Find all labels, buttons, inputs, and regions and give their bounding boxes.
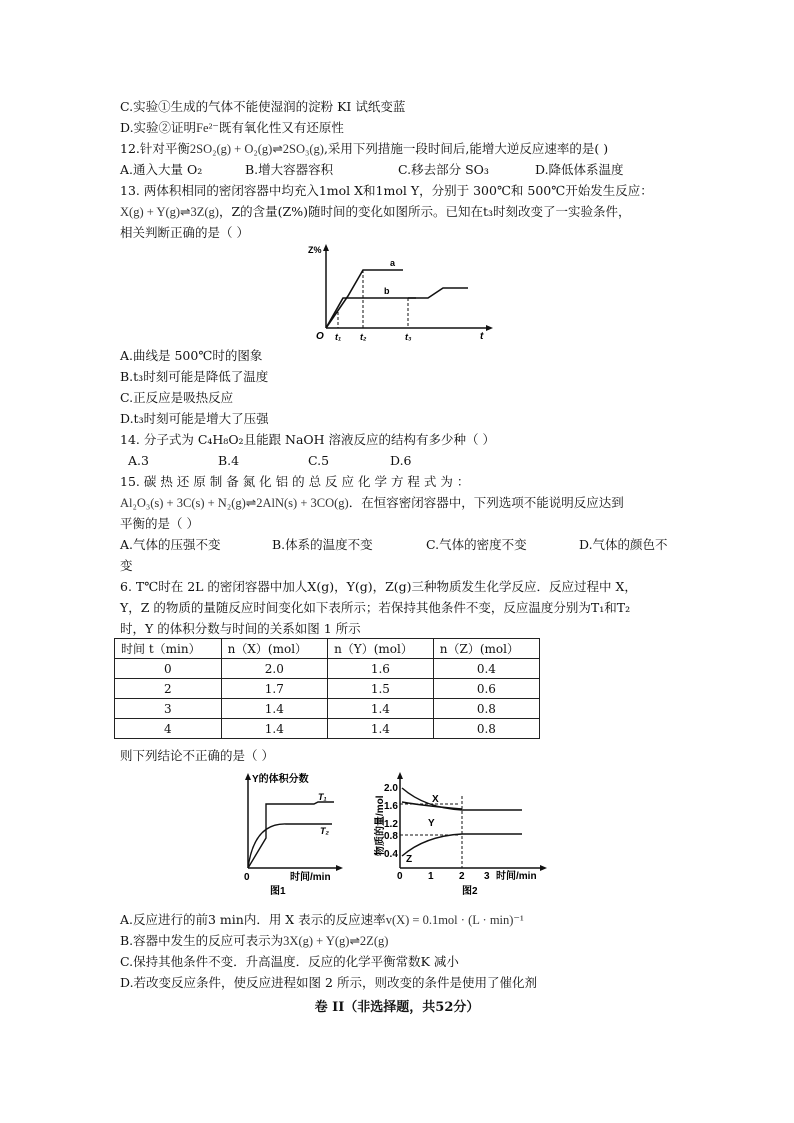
- question-15-line2-text: ．在恒容密闭容器中，下列选项不能说明反应达到: [348, 495, 624, 510]
- table-header-row: [115, 639, 540, 659]
- table-row: [115, 699, 540, 719]
- question-6-line1: 6. T℃时在 2L 的密闭容器中加人X(g)，Y(g)，Z(g)三种物质发生化学反应．反应过程中 X，: [120, 579, 637, 594]
- y-tick-0-8: 0.8: [384, 831, 398, 842]
- table-header: 时间 t（min）: [115, 639, 222, 659]
- series-x-label: X: [432, 794, 439, 805]
- y-tick-2-0: 2.0: [384, 783, 398, 794]
- origin-label: 0: [244, 872, 250, 883]
- option-14a: A.3: [128, 453, 149, 468]
- section-title: 卷 II（非选择题，共52分）: [314, 1000, 480, 1015]
- table-cell: 1.4: [221, 699, 327, 719]
- curve-a-label: a: [390, 258, 396, 268]
- table-cell: 1.4: [328, 719, 434, 739]
- figure-caption: 图2: [462, 886, 478, 897]
- x-tick-0: 0: [397, 871, 403, 882]
- x-tick-2: 2: [459, 871, 465, 882]
- option-12d: D.降低体系温度: [535, 162, 624, 177]
- table-cell: 1.5: [328, 679, 434, 699]
- question-6-line2: Y，Z 的物质的量随反应时间变化如下表所示；若保持其他条件不变，反应温度分别为T₁和T₂: [120, 600, 631, 615]
- table-cell: 1.4: [221, 719, 327, 739]
- table-row: [115, 719, 540, 739]
- y-axis-label: 物质的量/mol: [375, 795, 386, 856]
- y-axis-label: Y的体积分数: [252, 774, 309, 785]
- question-14: 14. 分子式为 C₄H₈O₂且能跟 NaOH 溶液反应的结构有多少种（ ）: [120, 432, 496, 447]
- table-cell: 0.8: [433, 699, 539, 719]
- ion-formula: Fe²⁻: [196, 121, 219, 135]
- option-6c: C.保持其他条件不变．升高温度．反应的化学平衡常数K 减小: [120, 954, 459, 969]
- equation-6: 3X(g) + Y(g)⇌2Z(g): [283, 934, 389, 948]
- figure-caption: 图1: [270, 886, 286, 897]
- option-11d-text-2: 既有氧化性又有还原性: [218, 120, 344, 135]
- option-6d: D.若改变反应条件，使反应进程如图 2 所示，则改变的条件是使用了催化剂: [120, 975, 537, 990]
- option-6a: [120, 910, 524, 930]
- option-11d: [120, 118, 344, 138]
- option-13c: C.正反应是吸热反应: [120, 390, 234, 405]
- y-tick-1-6: 1.6: [384, 801, 398, 812]
- question-13-line1: 13. 两体积相同的密闭容器中均充入1mol X和1mol Y，分别于 300℃和 500℃开始发生反应：: [120, 183, 653, 198]
- y-tick-0-4: 0.4: [384, 849, 398, 860]
- table-header: n（X）(mol）: [221, 639, 327, 659]
- x-axis-label: t: [480, 331, 484, 342]
- option-6a-text: A.反应进行的前3 min内．用 X 表示的反应速率: [120, 912, 386, 927]
- table-header: n（Z）(mol）: [433, 639, 539, 659]
- curve-t2-label: T₂: [320, 826, 329, 836]
- table-header: n（Y）(mol）: [328, 639, 434, 659]
- data-table: [114, 638, 540, 739]
- figure-2: [370, 768, 550, 898]
- option-14c: C.5: [308, 453, 330, 468]
- table-cell: 0.8: [433, 719, 539, 739]
- y-tick-1-2: 1.2: [384, 819, 398, 830]
- figure-13: [308, 240, 498, 345]
- option-6b: [120, 931, 388, 951]
- option-11c: C.实验①生成的气体不能使湿润的淀粉 KI 试纸变蓝: [120, 99, 406, 114]
- table-cell: 3: [115, 699, 222, 719]
- table-cell: 4: [115, 719, 222, 739]
- question-15-line1: 15. 碳 热 还 原 制 备 氮 化 铝 的 总 反 应 化 学 方 程 式 为 ：: [120, 474, 470, 489]
- series-z-label: Z: [406, 854, 413, 865]
- table-row: [115, 659, 540, 679]
- option-15a: A.气体的压强不变: [120, 537, 221, 552]
- equation-12: 2SO₂(g) + O₂(g)⇌2SO₃(g): [189, 142, 324, 156]
- option-13a: A.曲线是 500℃时的图象: [120, 348, 263, 363]
- option-6b-text: B.容器中发生的反应可表示为: [120, 933, 284, 948]
- table-cell: 0.6: [433, 679, 539, 699]
- option-12c: C.移去部分 SO₃: [398, 162, 489, 177]
- table-cell: 0.4: [433, 659, 539, 679]
- option-14b: B.4: [218, 453, 240, 468]
- tick-t2: t₂: [360, 332, 367, 342]
- origin-label: O: [316, 331, 324, 342]
- question-13-line2: [120, 202, 631, 222]
- question-12-tail: ,采用下列措施一段时间后,能增大逆反应速率的是( ): [323, 141, 609, 156]
- question-15-line2: [120, 493, 624, 513]
- option-11d-text: D.实验②证明: [120, 120, 197, 135]
- curve-t1-label: T₁: [318, 792, 327, 802]
- tick-t1: t₁: [335, 332, 342, 342]
- x-axis-label: 时间/min: [496, 871, 537, 882]
- y-axis-arrow: [245, 773, 251, 780]
- x-tick-3: 3: [484, 871, 490, 882]
- y-axis-arrow: [323, 244, 329, 251]
- question-6-line3: 时，Y 的体积分数与时间的关系如图 1 所示: [120, 621, 361, 636]
- option-15b: B.体系的温度不变: [272, 537, 373, 552]
- x-axis-arrow: [336, 865, 343, 871]
- option-12a: A.通入大量 O₂: [120, 162, 203, 177]
- rate-formula: v(X) = 0.1mol · (L · min)⁻¹: [385, 913, 524, 927]
- option-15c: C.气体的密度不变: [426, 537, 527, 552]
- table-cell: 1.6: [328, 659, 434, 679]
- x-axis-label: 时间/min: [290, 872, 331, 883]
- x-tick-1: 1: [428, 871, 434, 882]
- y-axis-label: Z%: [308, 245, 322, 255]
- table-cell: 2.0: [221, 659, 327, 679]
- curve-b-after-t3: [408, 288, 468, 298]
- series-y-label: Y: [428, 818, 435, 829]
- question-13-line3: 相关判断正确的是（ ）: [120, 225, 249, 240]
- question-12: [120, 139, 608, 159]
- option-13d: D.t₃时刻可能是增大了压强: [120, 411, 269, 426]
- option-12b: B.增大容器容积: [245, 162, 334, 177]
- x-axis-arrow: [540, 865, 547, 871]
- option-13b: B.t₃时刻可能是降低了温度: [120, 369, 269, 384]
- question-15-line3: 平衡的是（ ）: [120, 516, 199, 531]
- x-axis-arrow: [486, 325, 493, 331]
- option-15d: D.气体的颜色不: [579, 537, 668, 552]
- table-cell: 2: [115, 679, 222, 699]
- curve-b: [326, 298, 416, 328]
- equation-13: X(g) + Y(g)⇌3Z(g): [120, 205, 219, 219]
- question-12-stem: 12.针对平衡: [120, 141, 190, 156]
- question-6-line4: 则下列结论不正确的是（ ）: [120, 748, 274, 763]
- option-14d: D.6: [390, 453, 412, 468]
- table-cell: 1.4: [328, 699, 434, 719]
- tick-t3: t₃: [405, 332, 412, 342]
- curve-b-label: b: [384, 286, 390, 296]
- equation-15: Al₂O₃(s) + 3C(s) + N₂(g)⇌2AlN(s) + 3CO(g): [120, 496, 349, 510]
- table-row: [115, 679, 540, 699]
- option-15d-cont: 变: [120, 558, 133, 573]
- figure-1: [236, 768, 346, 898]
- y-axis-arrow: [397, 772, 403, 779]
- question-13-line2-text: ，Z的含量(Z%)随时间的变化如图所示。已知在t₃时刻改变了一实验条件，: [218, 204, 631, 219]
- table-cell: 1.7: [221, 679, 327, 699]
- table-cell: 0: [115, 659, 222, 679]
